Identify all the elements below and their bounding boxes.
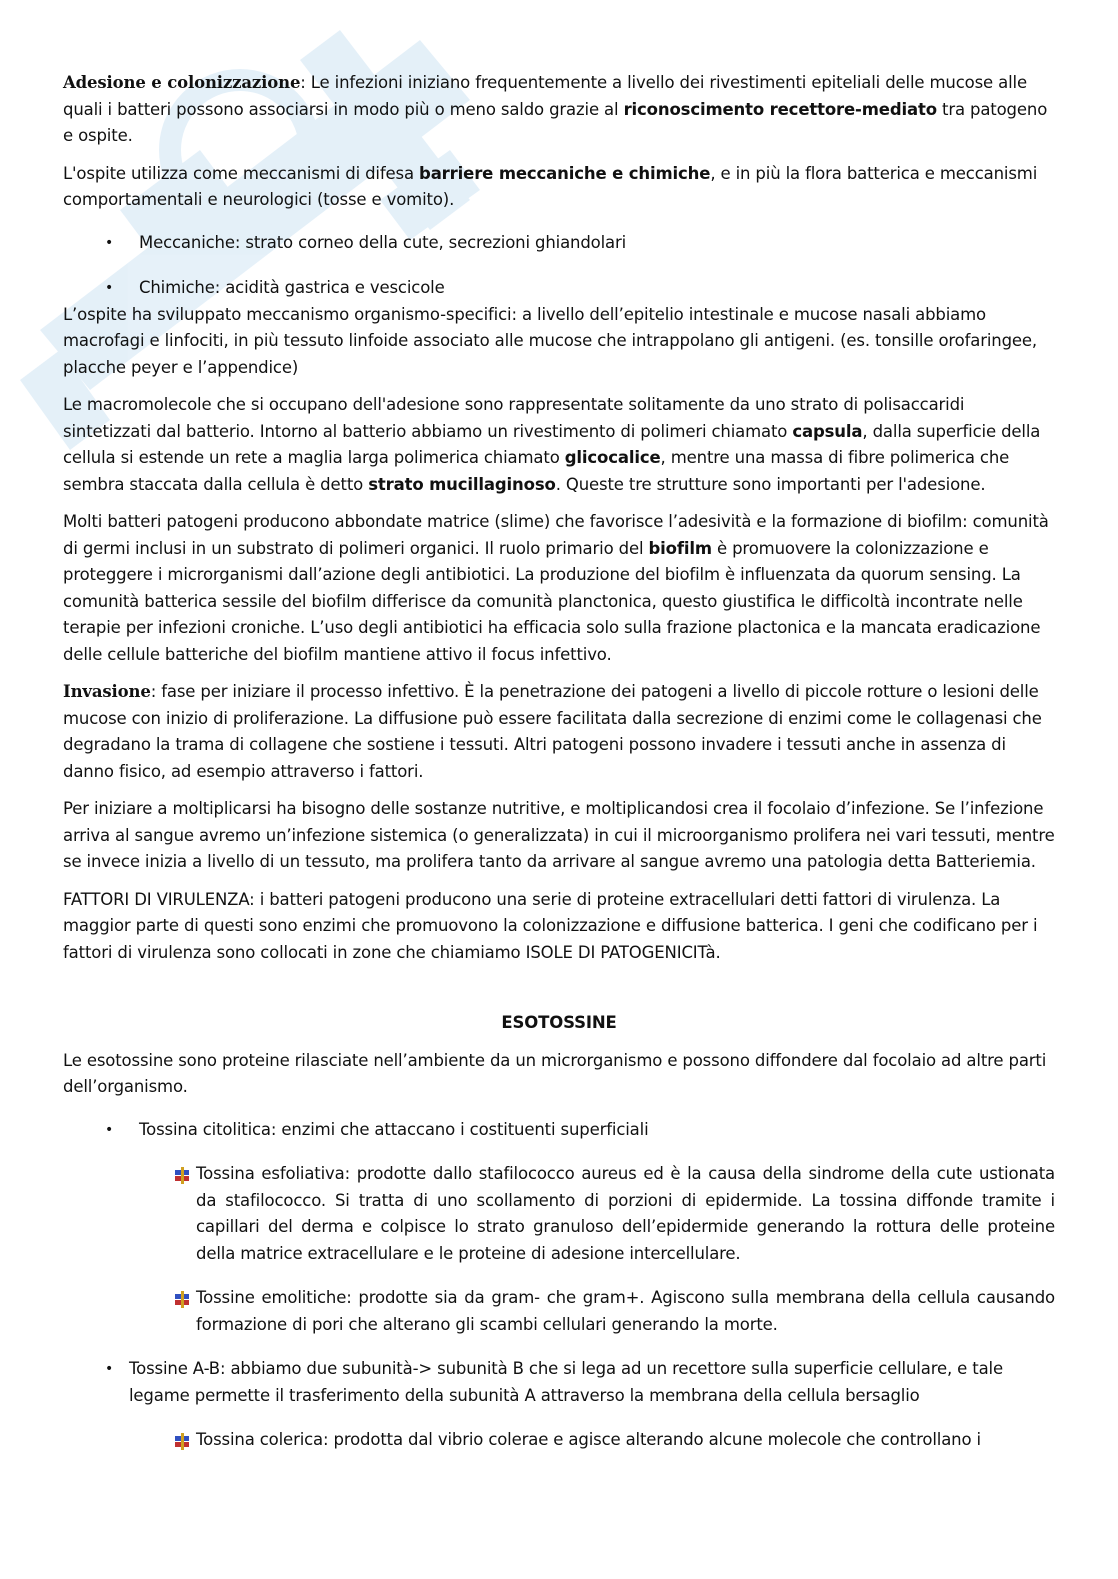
- sub-list-item: [63, 1161, 1055, 1267]
- bold-text: riconoscimento recettore-mediato: [623, 99, 937, 119]
- sub-list-item-text: Tossina colerica: prodotta dal vibrio colerae e agisce alterando alcune molecole che controllano i: [196, 1430, 981, 1449]
- list-item: [63, 1117, 1055, 1144]
- list-item-text: Meccaniche: strato corneo della cute, secrezioni ghiandolari: [139, 232, 627, 252]
- text: : fase per iniziare il processo infettivo. È la penetrazione dei patogeni a livello di piccole rotture o lesioni delle mucose con inizio di proliferazione. La diffusione può essere facilitata dalla secrezione di enzimi come le collagenasi che degradano la trama di collagene che sostiene i tessuti. Altri patogeni possono invadere i tessuti anche in assenza di danno fisico, ad esempio attraverso i fattori.: [63, 682, 1042, 781]
- section-title: ESOTOSSINE: [501, 1013, 617, 1032]
- list-item: [63, 230, 1055, 257]
- list-item: [63, 275, 1055, 302]
- text: : Le infezioni iniziano frequentemente a livello dei rivestimenti epiteliali delle mucose alle quali i batteri possono associarsi in modo più o meno saldo grazie al: [63, 73, 1027, 119]
- paragraph-adesione: [63, 70, 1055, 150]
- paragraph-ospite: L’ospite ha sviluppato meccanismo organismo-specifici: a livello dell’epitelio intestinale e mucose nasali abbiamo macrofagi e linfociti, in più tessuto linfoide associato alle mucose che intrappolano gli antigeni. (es. tonsille orofaringee, placche peyer e l’appendice): [63, 304, 1038, 377]
- list-item: [63, 1356, 1055, 1409]
- arrow-bullet-icon: [173, 1433, 191, 1451]
- paragraph-esotossine: Le esotossine sono proteine rilasciate nell’ambiente da un microrganismo e possono diffondere dal focolaio ad altre parti dell’organismo.: [63, 1050, 1047, 1096]
- document-page: [63, 70, 1055, 1454]
- text: , e in più la flora batterica e meccanismi comportamentali e neurologici (tosse e vomito).: [63, 163, 1038, 209]
- paragraph-biofilm: [63, 509, 1055, 668]
- bullet-icon: •: [105, 280, 114, 296]
- paragraph-macromolecole: [63, 392, 1055, 498]
- bold-text: biofilm: [648, 538, 712, 558]
- paragraph-difesa: [63, 161, 1055, 214]
- text: , dalla superficie della cellula si estende un rete a maglia larga polimerica chiamato: [63, 421, 1041, 467]
- list-item-text: Tossina citolitica: enzimi che attaccano i costituenti superficiali: [139, 1119, 649, 1139]
- arrow-bullet-icon: [173, 1167, 191, 1185]
- text: L'ospite utilizza come meccanismi di difesa: [63, 163, 420, 183]
- bold-text: capsula: [792, 421, 863, 441]
- bold-text: glicocalice: [564, 448, 661, 467]
- list-item-text: Tossine A-B: abbiamo due subunità-> subunità B che si lega ad un recettore sulla superficie cellulare, e tale legame permette il trasferimento della subunità A attraverso la membrana della cellula bersaglio: [129, 1359, 1003, 1405]
- sub-list-item-text: Tossina esfoliativa: prodotte dallo stafilococco aureus ed è la causa della sindrome della cute ustionata da stafilococco. Si tratta di uno scollamento di porzioni di epidermide. La tossina diffonde tramite i capillari del derma e colpisce lo strato granuloso dell’epidermide generando la rottura delle proteine della matrice extracellulare e le proteine di adesione intercellulare.: [196, 1164, 1055, 1263]
- text: Le macromolecole che si occupano dell'adesione sono rappresentate solitamente da uno strato di polisaccaridi sintetizzati dal batterio. Intorno al batterio abbiamo un rivestimento di polimeri chiamato: [63, 395, 965, 441]
- bullet-icon: •: [105, 234, 114, 251]
- bullet-icon: •: [105, 1361, 114, 1377]
- heading-invasione: Invasione: [63, 682, 151, 701]
- paragraph-moltiplicazione: Per iniziare a moltiplicarsi ha bisogno delle sostanze nutritive, e moltiplicandosi crea il focolaio d’infezione. Se l’infezione arriva al sangue avremo un’infezione sistemica (o generalizzata) in cui il microorganismo prolifera nei vari tessuti, mentre se invece inizia a livello di un tessuto, ma prolifera tanto da arrivare al sangue avremo una patologia detta Batteriemia.: [63, 799, 1055, 871]
- heading-adesione: Adesione e colonizzazione: [63, 73, 301, 92]
- sub-list-item: [63, 1427, 1055, 1454]
- bold-text: strato mucillaginoso: [368, 474, 556, 494]
- text: Molti batteri patogeni producono abbondate matrice (slime) che favorisce l’adesività e la formazione di biofilm: comunità di germi inclusi in un substrato di polimeri organici. Il ruolo primario del: [63, 512, 1049, 558]
- list-item-text: Chimiche: acidità gastrica e vescicole: [139, 278, 445, 297]
- paragraph-invasione: [63, 679, 1055, 785]
- arrow-bullet-icon: [173, 1291, 191, 1309]
- bold-text: barriere meccaniche e chimiche: [419, 163, 711, 183]
- text: , mentre una massa di fibre polimerica che sembra staccata dalla cellula è detto: [63, 448, 1010, 494]
- text: . Queste tre strutture sono importanti per l'adesione.: [555, 474, 986, 494]
- paragraph-fattori-virulenza: FATTORI DI VIRULENZA: i batteri patogeni producono una serie di proteine extracellulari detti fattori di virulenza. La maggior parte di questi sono enzimi che promuovono la colonizzazione e diffusione batterica. I geni che codificano per i fattori di virulenza sono collocati in zone che chiamiamo ISOLE DI PATOGENICITà.: [63, 889, 1038, 962]
- sub-list-item-text: Tossine emolitiche: prodotte sia da gram- che gram+. Agiscono sulla membrana della cellula causando formazione di pori che alterano gli scambi cellulari generando la morte.: [196, 1288, 1055, 1334]
- text: tra patogeno e ospite.: [63, 99, 1048, 145]
- sub-list-item: [63, 1285, 1055, 1338]
- bullet-icon: •: [105, 1121, 114, 1138]
- text: è promuovere la colonizzazione e proteggere i microrganismi dall’azione degli antibiotici. La produzione del biofilm è influenzata da quorum sensing. La comunità batterica sessile del biofilm differisce da comunità planctonica, questo giustifica le difficoltà incontrate nelle terapie per infezioni croniche. L’uso degli antibiotici ha efficacia solo sulla frazione plactonica e la mancata eradicazione delle cellule batteriche del biofilm mantiene attivo il focus infettivo.: [63, 538, 1041, 664]
